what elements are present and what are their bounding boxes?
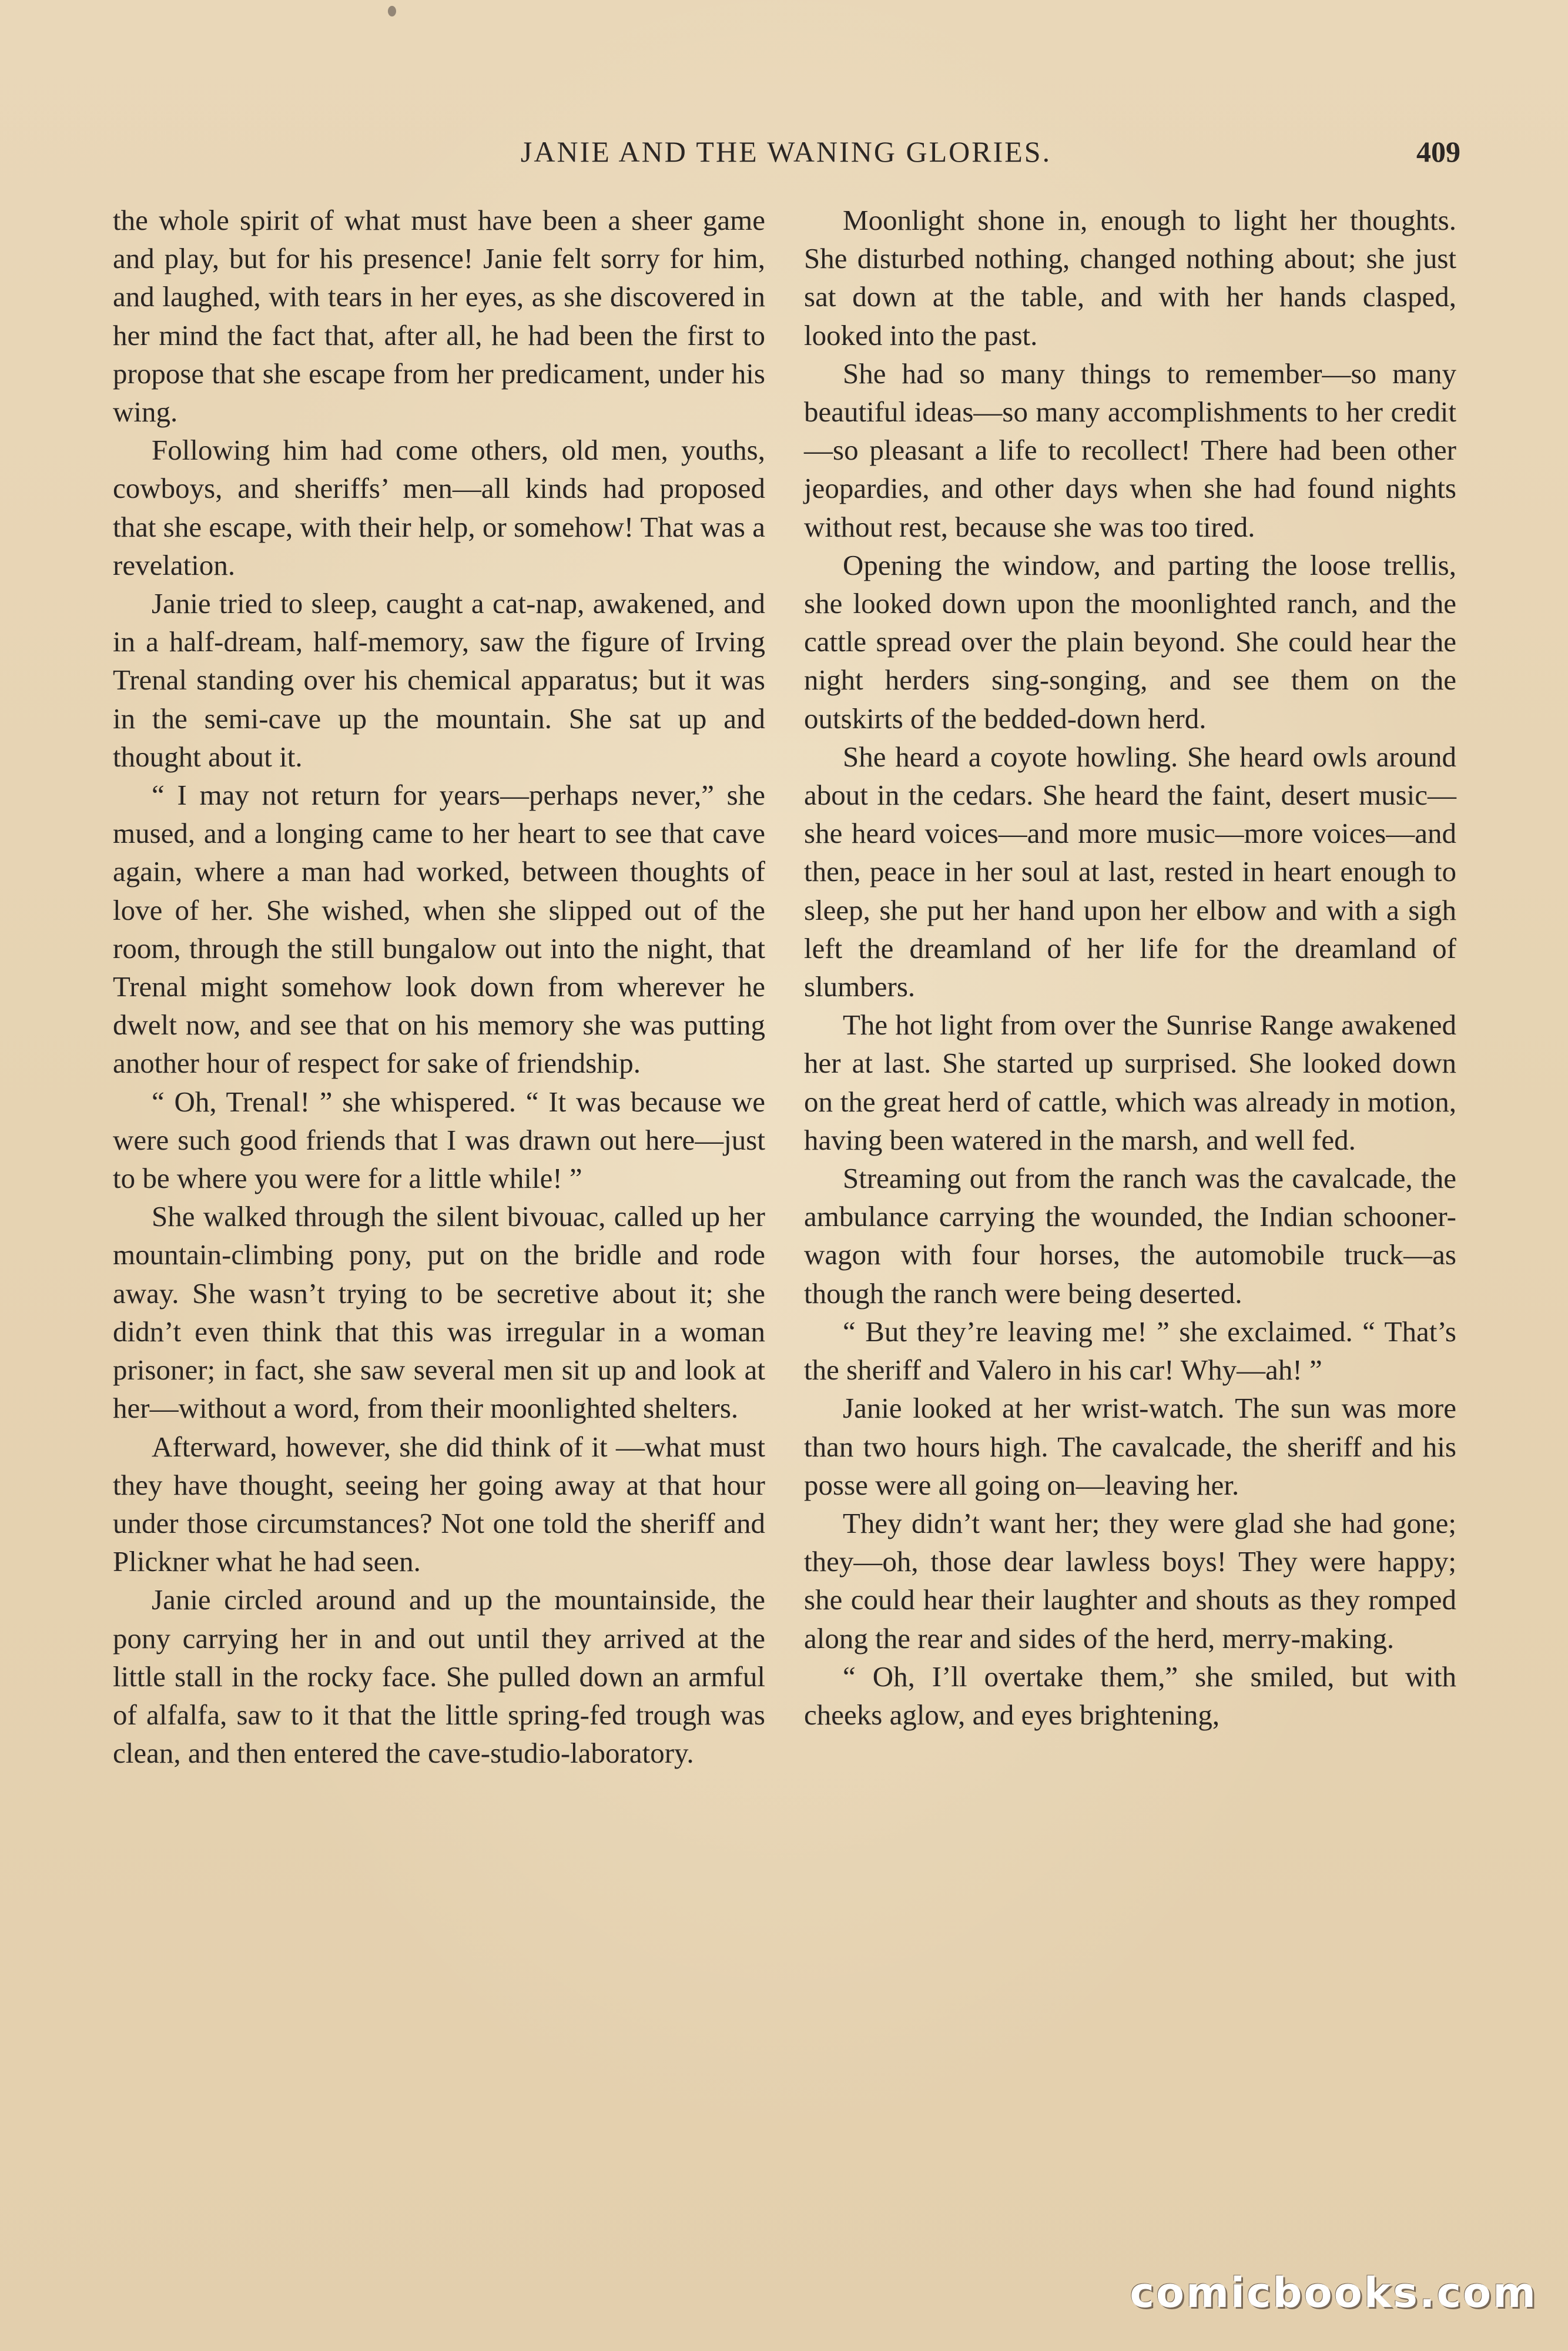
paragraph: Janie circled around and up the mountainside, the pony carrying her in and out until they arrived at the little stall in the rocky face. She pulled down an armful of alfalfa, saw to it that the little spring-fed trough was clean, and then entered the cave-studio-laboratory. xyxy=(113,1583,765,1770)
page-number: 409 xyxy=(1416,135,1460,168)
page-header xyxy=(112,128,1460,175)
paragraph: Janie tried to sleep, caught a cat-nap, awakened, and in a half-dream, half-memory, saw the figure of Irving Trenal standing over his chemical apparatus; but it was in the semi-cave up the mountain. She sat up and thought about it. xyxy=(113,587,765,773)
paragraph: “ But they’re leaving me! ” she exclaimed. “ That’s the sheriff and Valero in his car! Why—ah! ” xyxy=(804,1315,1456,1387)
paragraph: Afterward, however, she did think of it —what must they have thought, seeing her going away at that hour under those circumstances? Not one told the sheriff and Plickner what he had seen. xyxy=(113,1430,765,1578)
paragraph: She heard a coyote howling. She heard owls around about in the cedars. She heard the faint, desert music—she heard voices—and more music—more voices—and then, peace in her soul at last, rested in heart enough to sleep, she put her hand upon her elbow and with a sigh left the dreamland of her life for the dreamland of slumbers. xyxy=(804,740,1456,1003)
paragraph: “ Oh, Trenal! ” she whispered. “ It was because we were such good friends that I was drawn out here—just to be where you were for a little while! ” xyxy=(113,1085,765,1195)
paragraph: Following him had come others, old men, youths, cowboys, and sheriffs’ men—all kinds had proposed that she escape, with their help, or somehow! That was a revelation. xyxy=(113,434,765,581)
running-title: JANIE AND THE WANING GLORIES. xyxy=(520,135,1052,168)
paragraph: Moonlight shone in, enough to light her thoughts. She disturbed nothing, changed nothing about; she just sat down at the table, and with her hands clasped, looked into the past. xyxy=(804,204,1456,351)
right-column xyxy=(804,201,1456,1734)
paragraph: The hot light from over the Sunrise Range awakened her at last. She started up surprised. She looked down on the great herd of cattle, which was already in motion, having been watered in the marsh, and well fed. xyxy=(804,1009,1456,1156)
paragraph: Streaming out from the ranch was the cavalcade, the ambulance carrying the wounded, the Indian schooner-wagon with four horses, the automobile truck—as though the ranch were being deserted. xyxy=(804,1162,1456,1310)
paragraph: They didn’t want her; they were glad she had gone; they—oh, those dear lawless boys! They were happy; she could hear their laughter and shouts as they romped along the rear and sides of the herd, merry-making. xyxy=(804,1506,1456,1655)
watermark-logo: comicbooks.com xyxy=(1130,2269,1537,2317)
paragraph: “ Oh, I’ll overtake them,” she smiled, but with cheeks aglow, and eyes brightening, xyxy=(804,1660,1456,1731)
paragraph: She had so many things to remember—so many beautiful ideas—so many accomplishments to her credit—so pleasant a life to recollect! There had been other jeopardies, and other days when she had found nights without rest, because she was too tired. xyxy=(804,357,1456,543)
print-speck xyxy=(388,6,396,16)
paragraph: Janie looked at her wrist-watch. The sun was more than two hours high. The cavalcade, the sheriff and his posse were all going on—leaving her. xyxy=(804,1392,1456,1501)
paragraph: She walked through the silent bivouac, called up her mountain-climbing pony, put on the bridle and rode away. She wasn’t trying to be secretive about it; she didn’t even think that this was irregular in a woman prisoner; in fact, she saw several men sit up and look at her—without a word, from their moonlighted shelters. xyxy=(113,1200,765,1425)
paragraph: the whole spirit of what must have been a sheer game and play, but for his presence! Janie felt sorry for him, and laughed, with tears in her eyes, as she discovered in her mind the fact that, after all, he had been the first to propose that she escape from her predicament, under his wing. xyxy=(113,204,765,428)
paragraph: “ I may not return for years—perhaps never,” she mused, and a longing came to her heart to see that cave again, where a man had worked, between thoughts of love of her. She wished, when she slipped out of the room, through the still bungalow out into the night, that Trenal might somehow look down from wherever he dwelt now, and see that on his memory she was putting another hour of respect for sake of friendship. xyxy=(113,779,765,1080)
paragraph: Opening the window, and parting the loose trellis, she looked down upon the moonlighted ranch, and the cattle spread over the plain beyond. She could hear the night herders sing-songing, and see them on the outskirts of the bedded-down herd. xyxy=(804,548,1456,735)
left-column xyxy=(113,201,765,1772)
